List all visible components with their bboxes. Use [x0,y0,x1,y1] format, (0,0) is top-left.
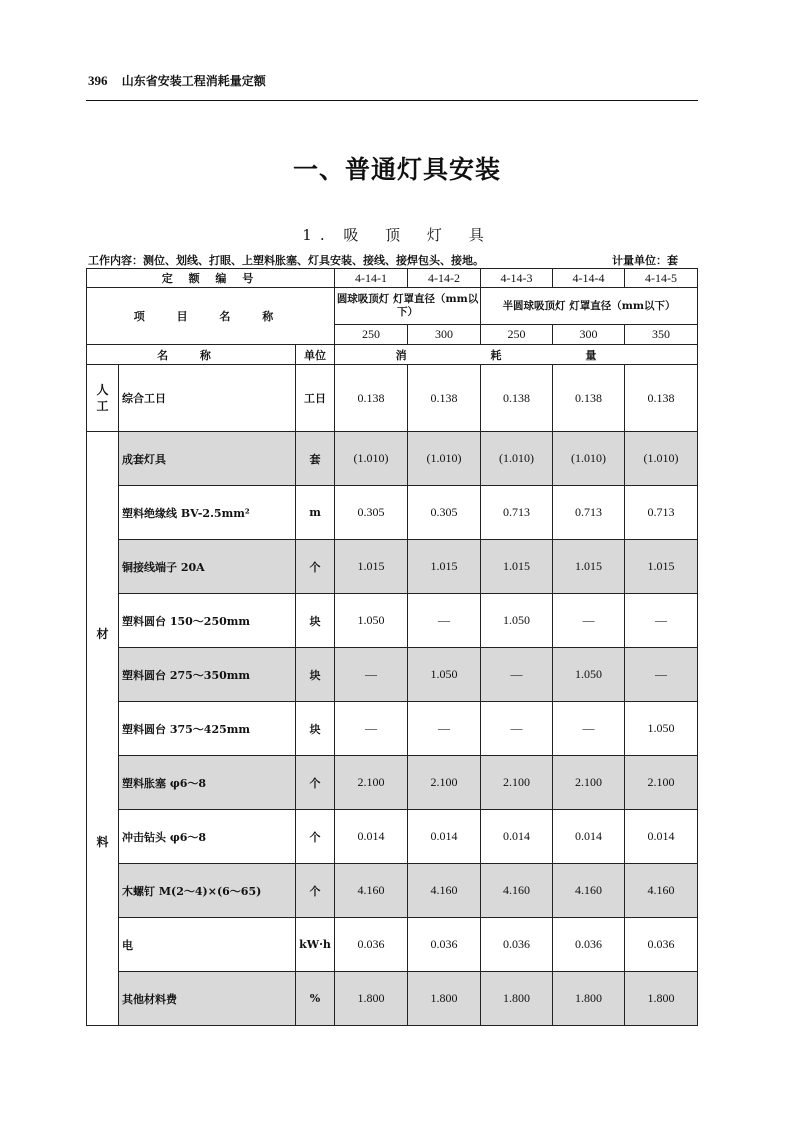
material-value: 0.036 [625,918,698,972]
category-material-char: 料 [96,835,109,849]
material-value: 1.015 [408,540,481,594]
category-labor-label: 人工 [96,383,109,413]
material-value: 4.160 [625,864,698,918]
material-value: 2.100 [481,756,553,810]
material-row [87,918,698,972]
material-name: 塑料圆台 375～425mm [119,702,296,756]
material-value: 0.305 [335,486,408,540]
labor-name: 综合工日 [119,365,296,432]
material-value: 1.050 [553,648,625,702]
group-header-2: 半圆球吸顶灯 灯罩直径（mm以下） [481,288,698,325]
category-material-char: 材 [96,627,109,641]
size-cell: 300 [408,325,481,345]
item-name-row [87,288,698,325]
material-value: — [408,594,481,648]
material-value: — [408,702,481,756]
code-cell: 4-14-4 [553,269,625,288]
material-name: 塑料圆台 275～350mm [119,648,296,702]
material-value: 1.015 [335,540,408,594]
material-value: — [553,594,625,648]
material-value: 0.014 [335,810,408,864]
material-value: 0.713 [625,486,698,540]
unit-column-header: 单位 [296,345,335,365]
material-name: 塑料胀塞 φ6～8 [119,756,296,810]
material-value: 2.100 [625,756,698,810]
material-value: — [335,648,408,702]
material-name: 木螺钉 M(2～4)×(6～65) [119,864,296,918]
material-value: 1.800 [553,972,625,1026]
size-cell: 250 [335,325,408,345]
material-value: 1.800 [625,972,698,1026]
material-row [87,702,698,756]
material-row [87,432,698,486]
material-value: 1.050 [408,648,481,702]
material-value: 0.036 [481,918,553,972]
code-cell: 4-14-5 [625,269,698,288]
material-value: 0.036 [553,918,625,972]
material-value: 4.160 [553,864,625,918]
material-value: 4.160 [481,864,553,918]
material-value: 0.014 [625,810,698,864]
material-value: 0.014 [408,810,481,864]
item-label: 项 目 名 称 [87,288,335,345]
material-unit: 块 [296,594,335,648]
book-title: 山东省安装工程消耗量定额 [121,74,266,88]
page-header [88,72,698,89]
subsection-title [0,224,794,245]
work-content: 工作内容：测位、划线、打眼、上塑料胀塞、灯具安装、接线、接焊包头、接地。 [88,254,484,267]
material-value: — [625,594,698,648]
material-row [87,648,698,702]
material-unit: % [296,972,335,1026]
size-cell: 300 [553,325,625,345]
material-value: 0.713 [481,486,553,540]
category-material [87,432,119,1026]
code-row [87,269,698,288]
material-value: (1.010) [408,432,481,486]
material-value: 1.050 [625,702,698,756]
material-value: 1.015 [481,540,553,594]
category-labor [87,365,119,432]
material-unit: 个 [296,864,335,918]
material-unit: kW·h [296,918,335,972]
labor-unit: 工日 [296,365,335,432]
material-value: 1.015 [625,540,698,594]
page-number: 396 [88,73,108,88]
section-title: 一、普通灯具安装 [292,155,501,184]
material-value: 4.160 [335,864,408,918]
name-column-header: 名 称 [87,345,296,365]
material-row [87,810,698,864]
column-header-row [87,345,698,365]
labor-value: 0.138 [625,365,698,432]
material-row [87,594,698,648]
material-name: 塑料绝缘线 BV-2.5mm² [119,486,296,540]
material-value: (1.010) [625,432,698,486]
material-unit: 个 [296,756,335,810]
subsection-number: 1. [302,226,333,244]
code-label: 定 额 编 号 [87,269,335,288]
material-value: 1.800 [408,972,481,1026]
material-unit: 块 [296,702,335,756]
material-value: 0.014 [481,810,553,864]
code-cell: 4-14-2 [408,269,481,288]
material-value: 1.800 [335,972,408,1026]
code-cell: 4-14-1 [335,269,408,288]
material-value: — [553,702,625,756]
consumption-column-header: 消 耗 量 [335,345,698,365]
material-value: 1.015 [553,540,625,594]
material-name: 其他材料费 [119,972,296,1026]
material-row [87,756,698,810]
material-row [87,972,698,1026]
material-value: (1.010) [481,432,553,486]
material-name: 电 [119,918,296,972]
material-name: 塑料圆台 150～250mm [119,594,296,648]
material-value: 0.713 [553,486,625,540]
measure-unit: 计量单位：套 [612,254,678,267]
material-value: 0.014 [553,810,625,864]
material-value: 0.036 [335,918,408,972]
labor-value: 0.138 [335,365,408,432]
labor-value: 0.138 [481,365,553,432]
material-name: 冲击钻头 φ6～8 [119,810,296,864]
material-value: 1.050 [481,594,553,648]
material-row [87,486,698,540]
material-value: 2.100 [408,756,481,810]
material-unit: 个 [296,540,335,594]
material-value: 1.050 [335,594,408,648]
labor-row [87,365,698,432]
material-value: 1.800 [481,972,553,1026]
size-cell: 250 [481,325,553,345]
material-row [87,540,698,594]
material-value: — [335,702,408,756]
material-value: 0.305 [408,486,481,540]
size-cell: 350 [625,325,698,345]
material-value: 4.160 [408,864,481,918]
material-value: 0.036 [408,918,481,972]
code-cell: 4-14-3 [481,269,553,288]
material-unit: 个 [296,810,335,864]
material-value: 2.100 [553,756,625,810]
labor-value: 0.138 [553,365,625,432]
material-value: 2.100 [335,756,408,810]
material-value: — [481,648,553,702]
quota-table [86,268,698,1026]
header-rule [86,100,698,101]
material-value: (1.010) [553,432,625,486]
material-value: (1.010) [335,432,408,486]
material-value: — [481,702,553,756]
material-row [87,864,698,918]
material-value: — [625,648,698,702]
subsection-text: 吸 顶 灯 具 [343,226,492,244]
group-header-1: 圆球吸顶灯 灯罩直径（mm以下） [335,288,481,325]
labor-value: 0.138 [408,365,481,432]
material-unit: 块 [296,648,335,702]
material-name: 成套灯具 [119,432,296,486]
work-meta [88,252,696,268]
material-unit: 套 [296,432,335,486]
material-name: 铜接线端子 20A [119,540,296,594]
material-unit: m [296,486,335,540]
